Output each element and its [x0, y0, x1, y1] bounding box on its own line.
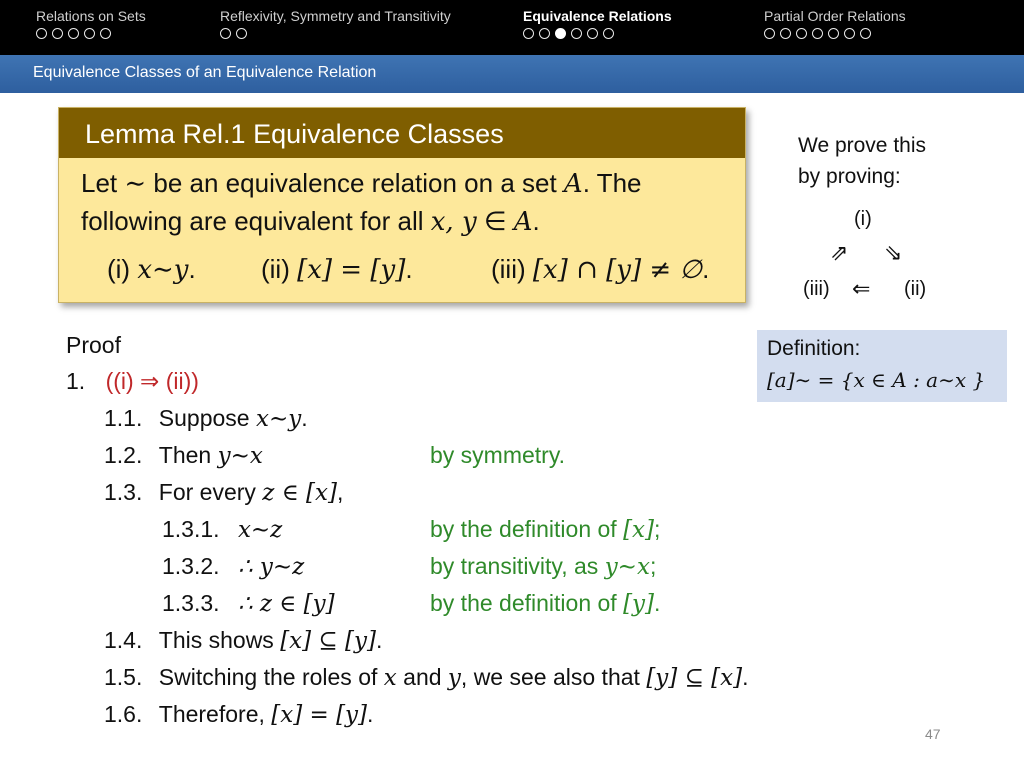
step-text: ,: [336, 479, 344, 505]
step-text: For every: [158, 479, 263, 505]
nav-slide-dots: [523, 28, 614, 39]
slide-dot[interactable]: [796, 28, 807, 39]
slide-dot[interactable]: [764, 28, 775, 39]
lemma-header: [59, 108, 745, 158]
note-line-2: by proving:: [798, 165, 901, 188]
step-text: , we see also that: [460, 664, 647, 690]
arrow-left-icon: ⇐: [852, 276, 871, 301]
lemma-text: Let: [81, 168, 125, 198]
reason-math: [x]: [623, 517, 654, 543]
lemma-statement-i: [107, 254, 196, 285]
lemma-text: .: [188, 254, 196, 284]
step-math: ∴ z ∈ [y]: [237, 591, 335, 617]
slide-dot[interactable]: [36, 28, 47, 39]
proof-step-1-2: [104, 442, 263, 469]
slide-dot[interactable]: [236, 28, 247, 39]
slide-dot[interactable]: [539, 28, 550, 39]
lemma-box: [58, 107, 746, 303]
step-math: y∼x: [217, 443, 263, 469]
cycle-node-ii: (ii): [904, 278, 927, 300]
lemma-text: following are equivalent for all: [81, 206, 431, 236]
lemma-math: x, y: [430, 207, 477, 237]
lemma-text: .: [532, 206, 540, 236]
proof-step-1: [66, 368, 199, 395]
definition-formula: [a]∼ = {x ∈ A : a∼x }: [767, 368, 986, 392]
step-text: Switching the roles of: [158, 664, 384, 690]
reason-text: by the definition of: [430, 516, 624, 542]
step-number: 1.5.: [104, 664, 143, 690]
arrow-down-right-icon: ⇘: [884, 240, 903, 265]
lemma-text: (i): [107, 254, 138, 284]
proof-step-1-3-3: [162, 590, 335, 617]
lemma-math: A: [513, 207, 533, 237]
step-math: x∼y: [255, 406, 302, 432]
nav-slide-dots: [36, 28, 111, 39]
lemma-math: x∼y: [137, 255, 189, 285]
step-math: x∼z: [237, 517, 283, 543]
nav-section-title[interactable]: Partial Order Relations: [764, 8, 906, 24]
step-number: 1.6.: [104, 701, 143, 727]
slide-dot[interactable]: [828, 28, 839, 39]
step-text: This shows: [158, 627, 281, 653]
step-math: z ∈ [x]: [262, 480, 337, 506]
slide-dot[interactable]: [780, 28, 791, 39]
step-text: Then: [158, 442, 218, 468]
reason-text: ;: [649, 553, 657, 579]
proof-step-1-3-1: [162, 516, 282, 543]
slide-dot[interactable]: [571, 28, 582, 39]
lemma-math: [x] ∩ [y] ≠ ∅: [532, 255, 703, 285]
lemma-title: Lemma Rel.1 Equivalence Classes: [85, 119, 504, 149]
step-text: Therefore,: [158, 701, 272, 727]
nav-slide-dots: [220, 28, 247, 39]
nav-slide-dots: [764, 28, 871, 39]
proof-reason-1-3-1: [430, 516, 660, 543]
slide-dot[interactable]: [860, 28, 871, 39]
slide-dot[interactable]: [52, 28, 63, 39]
step-math: ∴ y∼z: [237, 554, 305, 580]
cycle-node-i: (i): [854, 208, 872, 230]
proof-step-1-4: [104, 627, 382, 654]
slide-dot[interactable]: [603, 28, 614, 39]
lemma-text: .: [702, 254, 710, 284]
slide-dot[interactable]: [84, 28, 95, 39]
proof-reason-1-3-3: [430, 590, 660, 617]
nav-section-title[interactable]: Relations on Sets: [36, 8, 146, 24]
lemma-line-2: [81, 206, 540, 237]
slide-dot[interactable]: [220, 28, 231, 39]
proof-reason-1-2: by symmetry.: [430, 442, 566, 468]
reason-text: ;: [654, 516, 661, 542]
step-text: .: [301, 405, 308, 431]
reason-text: by the definition of: [430, 590, 624, 616]
proof-step-1-5: [104, 664, 748, 691]
lemma-text: .: [405, 254, 413, 284]
step-number: 1.3.2.: [162, 553, 220, 579]
nav-section-title[interactable]: Reflexivity, Symmetry and Transitivity: [220, 8, 451, 24]
lemma-text: (ii): [261, 254, 298, 284]
step-number: 1.4.: [104, 627, 143, 653]
lemma-statement-ii: [261, 254, 413, 285]
section-navigation-bar: [0, 0, 1024, 55]
lemma-math: ∈: [476, 206, 514, 236]
proof-step-1-1: [104, 405, 308, 432]
reason-text: by transitivity, as: [430, 553, 605, 579]
step-text: .: [375, 627, 383, 653]
step-math: [x] = [y]: [271, 702, 368, 728]
slide-dot[interactable]: [523, 28, 534, 39]
step-math: y: [447, 665, 461, 691]
step-label: ((i) ⇒ (ii)): [105, 368, 199, 394]
proof-step-1-6: [104, 701, 373, 728]
slide-dot[interactable]: [68, 28, 79, 39]
step-number: 1.3.3.: [162, 590, 220, 616]
step-number: 1.3.1.: [162, 516, 220, 542]
step-text: Suppose: [158, 405, 256, 431]
subsection-bar: [0, 55, 1024, 93]
step-number: 1.: [66, 368, 86, 394]
step-text: and: [396, 664, 448, 690]
step-math: [y] ⊆ [x]: [646, 665, 743, 691]
proof-reason-1-3-2: [430, 553, 656, 580]
step-math: [x] ⊆ [y]: [280, 628, 376, 654]
lemma-statement-iii: [491, 254, 709, 285]
reason-math: [y]: [623, 591, 655, 617]
lemma-text: be an equivalence relation on a set: [146, 168, 564, 198]
step-text: .: [742, 664, 749, 690]
proof-title: Proof: [66, 332, 121, 358]
slide-dot[interactable]: [587, 28, 598, 39]
lemma-text: . The: [582, 168, 642, 198]
proof-step-1-3-2: [162, 553, 304, 580]
slide-dot[interactable]: [844, 28, 855, 39]
current-slide-dot[interactable]: [555, 28, 566, 39]
proof-step-1-3: [104, 479, 343, 506]
note-line-1: We prove this: [798, 134, 926, 157]
proof-strategy-note: [798, 130, 926, 192]
step-number: 1.2.: [104, 442, 143, 468]
step-text: .: [367, 701, 374, 727]
reason-math: y∼x: [604, 554, 650, 580]
slide-number: 47: [925, 726, 941, 742]
step-number: 1.3.: [104, 479, 143, 505]
step-math: x: [383, 665, 397, 691]
step-number: 1.1.: [104, 405, 143, 431]
slide-dot[interactable]: [100, 28, 111, 39]
subsection-title: Equivalence Classes of an Equivalence Relation: [33, 64, 377, 81]
reason-text: .: [654, 590, 661, 616]
arrow-up-right-icon: ⇗: [830, 240, 849, 265]
nav-section-title[interactable]: Equivalence Relations: [523, 8, 672, 24]
slide-dot[interactable]: [812, 28, 823, 39]
lemma-math: ∼: [124, 169, 147, 199]
cycle-node-iii: (iii): [803, 278, 830, 300]
lemma-math: [x] = [y]: [297, 255, 406, 285]
definition-box: [757, 330, 1007, 402]
lemma-text: (iii): [491, 254, 533, 284]
definition-heading: Definition:: [767, 337, 861, 360]
lemma-line-1: [81, 168, 641, 199]
lemma-math: A: [563, 169, 583, 199]
